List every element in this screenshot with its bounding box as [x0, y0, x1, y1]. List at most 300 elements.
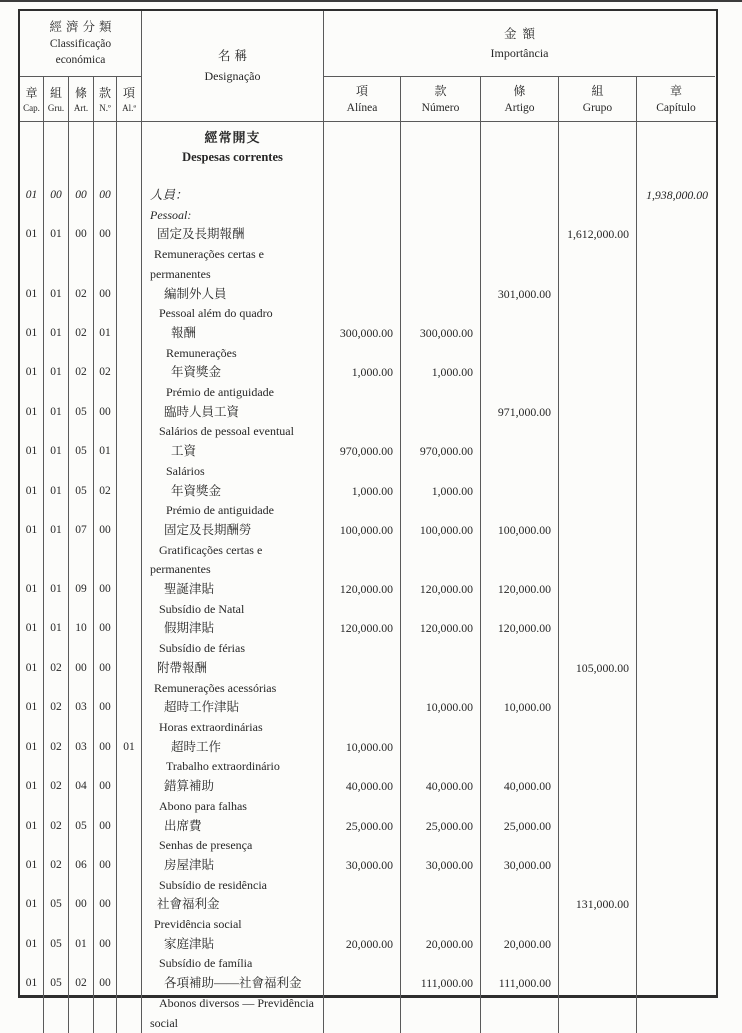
- designation-zh: 年資獎金: [171, 483, 222, 498]
- table-row: [20, 974, 716, 1033]
- code-art-cell: 04: [69, 777, 94, 816]
- code-cap-cell: 01: [20, 895, 44, 934]
- table-row: [20, 324, 716, 363]
- amount-capitulo-cell: [637, 659, 715, 698]
- column-header-art-pt: Art.: [73, 102, 89, 113]
- designation-pt: Salários de pessoal eventual: [159, 424, 294, 439]
- amount-grupo-cell: [559, 403, 637, 442]
- amount-capitulo-cell: [637, 324, 715, 363]
- code-n-cell: 00: [94, 895, 117, 934]
- code-art-cell: 05: [69, 482, 94, 521]
- amount-alinea-cell: 10,000.00: [324, 738, 401, 777]
- column-header-capitulo-pt: Capítulo: [656, 101, 696, 114]
- code-n-cell: [94, 122, 117, 186]
- designation-title-zh: 名稱: [217, 49, 251, 63]
- amount-alinea-cell: 970,000.00: [324, 442, 401, 481]
- code-cap-cell: 01: [20, 482, 44, 521]
- code-cap-cell: [20, 122, 44, 186]
- code-al-cell: [117, 225, 142, 284]
- designation-pt: Pessoal além do quadro: [159, 306, 273, 321]
- code-art-cell: 10: [69, 619, 94, 658]
- amount-artigo-cell: [481, 225, 559, 284]
- table-row: [20, 442, 716, 481]
- code-n-cell: 00: [94, 817, 117, 856]
- designation-pt: Senhas de presença: [159, 838, 253, 853]
- designation-zh: 家庭津貼: [164, 936, 215, 951]
- amount-artigo-cell: 120,000.00: [481, 580, 559, 619]
- amount-capitulo-cell: [637, 817, 715, 856]
- designation-zh: 年資獎金: [171, 365, 222, 380]
- code-al-cell: [117, 122, 142, 186]
- amount-numero-cell: 100,000.00: [401, 521, 481, 580]
- column-header-grupo-pt: Grupo: [582, 101, 613, 114]
- designation-pt: Remunerações acessórias: [154, 680, 277, 695]
- designation-cell: [142, 403, 324, 442]
- table-row: [20, 225, 716, 284]
- section-title-zh: 經常開支: [204, 130, 261, 145]
- amount-grupo-cell: [559, 935, 637, 974]
- code-gru-cell: 01: [44, 482, 69, 521]
- amount-capitulo-cell: [637, 777, 715, 816]
- column-header-artigo-pt: Artigo: [504, 101, 535, 114]
- column-header-gru-pt: Gru.: [47, 102, 65, 113]
- code-n-cell: 01: [94, 324, 117, 363]
- amount-grupo-cell: [559, 324, 637, 363]
- amount-grupo-cell: [559, 363, 637, 402]
- amount-capitulo-cell: [637, 122, 715, 186]
- code-al-cell: [117, 363, 142, 402]
- amount-alinea-cell: 120,000.00: [324, 619, 401, 658]
- code-n-cell: 00: [94, 521, 117, 580]
- code-al-cell: [117, 580, 142, 619]
- amount-artigo-cell: [481, 363, 559, 402]
- amount-alinea-cell: [324, 285, 401, 324]
- code-art-cell: 03: [69, 698, 94, 737]
- code-n-cell: 00: [94, 698, 117, 737]
- table-row: [20, 856, 716, 895]
- code-cap-cell: 01: [20, 324, 44, 363]
- designation-cell: [142, 619, 324, 658]
- amount-numero-cell: 10,000.00: [401, 698, 481, 737]
- code-al-cell: [117, 935, 142, 974]
- code-n-cell: 02: [94, 482, 117, 521]
- designation-zh: 社會福利金: [157, 897, 220, 912]
- code-gru-cell: 01: [44, 442, 69, 481]
- amount-capitulo-cell: [637, 619, 715, 658]
- code-cap-cell: 01: [20, 974, 44, 1033]
- amount-numero-cell: 1,000.00: [401, 363, 481, 402]
- column-header-grupo: [559, 77, 637, 121]
- designation-zh: 房屋津貼: [164, 857, 215, 872]
- designation-cell: [142, 659, 324, 698]
- code-n-cell: 00: [94, 285, 117, 324]
- designation-pt: Remunerações certas e permanentes: [150, 247, 264, 281]
- code-gru-cell: 00: [44, 186, 69, 225]
- section-title-row: [20, 122, 716, 186]
- designation-zh: 固定及長期酬勞: [164, 522, 252, 537]
- amount-numero-cell: 300,000.00: [401, 324, 481, 363]
- code-cap-cell: 01: [20, 580, 44, 619]
- column-header-cap-zh: 章: [25, 85, 38, 100]
- code-cap-cell: 01: [20, 521, 44, 580]
- amount-artigo-cell: 20,000.00: [481, 935, 559, 974]
- amount-grupo-cell: [559, 442, 637, 481]
- code-art-cell: [69, 122, 94, 186]
- amount-artigo-cell: [481, 186, 559, 225]
- amount-numero-cell: 111,000.00: [401, 974, 481, 1033]
- amount-capitulo-cell: [637, 895, 715, 934]
- amount-grupo-cell: 1,612,000.00: [559, 225, 637, 284]
- amount-numero-cell: 30,000.00: [401, 856, 481, 895]
- amount-alinea-cell: 20,000.00: [324, 935, 401, 974]
- code-n-cell: 00: [94, 935, 117, 974]
- designation-title-pt: Designação: [204, 69, 261, 83]
- amount-capitulo-cell: [637, 482, 715, 521]
- code-gru-cell: 05: [44, 935, 69, 974]
- table-row: [20, 777, 716, 816]
- code-n-cell: 00: [94, 738, 117, 777]
- amount-artigo-cell: [481, 659, 559, 698]
- designation-zh: 工資: [171, 444, 197, 459]
- designation-cell: [142, 580, 324, 619]
- amount-artigo-cell: [481, 122, 559, 186]
- code-cap-cell: 01: [20, 442, 44, 481]
- amount-alinea-cell: [324, 895, 401, 934]
- amount-alinea-cell: 1,000.00: [324, 482, 401, 521]
- table-row: [20, 521, 716, 580]
- code-gru-cell: 01: [44, 363, 69, 402]
- code-n-cell: 00: [94, 403, 117, 442]
- code-al-cell: [117, 521, 142, 580]
- code-art-cell: 02: [69, 974, 94, 1033]
- column-header-gru: [44, 77, 69, 121]
- table-row: [20, 738, 716, 777]
- designation-pt: Subsídio de Natal: [159, 601, 245, 616]
- amount-capitulo-cell: [637, 442, 715, 481]
- designation-cell: [142, 225, 324, 284]
- code-gru-cell: 01: [44, 225, 69, 284]
- classification-header: [20, 11, 142, 77]
- code-n-cell: 00: [94, 974, 117, 1033]
- designation-cell: [142, 363, 324, 402]
- table-row: [20, 186, 716, 225]
- code-art-cell: 02: [69, 324, 94, 363]
- amount-grupo-cell: [559, 521, 637, 580]
- code-cap-cell: 01: [20, 777, 44, 816]
- code-art-cell: 01: [69, 935, 94, 974]
- amount-grupo-cell: [559, 285, 637, 324]
- amount-title-zh: 金額: [503, 27, 541, 41]
- amount-grupo-cell: [559, 698, 637, 737]
- section-title-pt: Despesas correntes: [182, 149, 283, 164]
- designation-zh: 超時工作: [171, 739, 222, 754]
- amount-numero-cell: [401, 738, 481, 777]
- amount-numero-cell: 1,000.00: [401, 482, 481, 521]
- amount-capitulo-cell: [637, 403, 715, 442]
- column-header-numero-pt: Número: [421, 101, 460, 114]
- amount-capitulo-cell: [637, 935, 715, 974]
- designation-cell: [142, 856, 324, 895]
- amount-alinea-cell: 300,000.00: [324, 324, 401, 363]
- amount-alinea-cell: 25,000.00: [324, 817, 401, 856]
- code-cap-cell: 01: [20, 698, 44, 737]
- column-header-alinea: [324, 77, 401, 121]
- code-al-cell: [117, 698, 142, 737]
- code-al-cell: [117, 895, 142, 934]
- designation-cell: [142, 698, 324, 737]
- designation-zh: 錯算補助: [164, 779, 215, 794]
- amount-artigo-cell: 111,000.00: [481, 974, 559, 1033]
- designation-cell: [142, 521, 324, 580]
- code-al-cell: [117, 974, 142, 1033]
- table-row: [20, 619, 716, 658]
- code-n-cell: 00: [94, 856, 117, 895]
- column-header-numero: [401, 77, 481, 121]
- designation-zh: 編制外人員: [164, 286, 227, 301]
- designation-pt: Prémio de antiguidade: [166, 503, 274, 518]
- designation-cell: [142, 324, 324, 363]
- column-header-alinea-pt: Alínea: [346, 101, 378, 114]
- code-gru-cell: 01: [44, 619, 69, 658]
- amount-capitulo-cell: [637, 225, 715, 284]
- amount-numero-cell: 25,000.00: [401, 817, 481, 856]
- amount-grupo-cell: [559, 580, 637, 619]
- amount-numero-cell: [401, 186, 481, 225]
- column-header-al: [117, 77, 142, 121]
- designation-pt: Pessoal:: [150, 207, 192, 222]
- code-art-cell: 03: [69, 738, 94, 777]
- amount-capitulo-cell: [637, 698, 715, 737]
- table-row: [20, 482, 716, 521]
- amount-grupo-cell: [559, 482, 637, 521]
- designation-cell: [142, 738, 324, 777]
- table-row: [20, 659, 716, 698]
- code-cap-cell: 01: [20, 186, 44, 225]
- code-al-cell: [117, 659, 142, 698]
- amount-header: [324, 11, 715, 77]
- amount-grupo-cell: [559, 856, 637, 895]
- designation-zh: 超時工作津貼: [164, 700, 240, 715]
- amount-alinea-cell: 100,000.00: [324, 521, 401, 580]
- column-header-alinea-zh: 項: [355, 83, 368, 98]
- code-gru-cell: 02: [44, 777, 69, 816]
- code-gru-cell: 02: [44, 856, 69, 895]
- column-header-art: [69, 77, 94, 121]
- designation-cell: [142, 817, 324, 856]
- amount-numero-cell: 40,000.00: [401, 777, 481, 816]
- amount-alinea-cell: 1,000.00: [324, 363, 401, 402]
- designation-pt: Subsídio de família: [159, 956, 253, 971]
- classification-title-pt1: Classificação: [49, 38, 112, 50]
- code-al-cell: 01: [117, 738, 142, 777]
- designation-cell: [142, 285, 324, 324]
- amount-capitulo-cell: [637, 521, 715, 580]
- column-header-al-pt: Al.ª: [122, 102, 136, 113]
- amount-artigo-cell: [481, 738, 559, 777]
- amount-artigo-cell: 40,000.00: [481, 777, 559, 816]
- code-gru-cell: 01: [44, 403, 69, 442]
- column-header-cap: [20, 77, 44, 121]
- code-cap-cell: 01: [20, 285, 44, 324]
- designation-pt: Subsídio de residência: [159, 877, 267, 892]
- designation-cell: [142, 974, 324, 1033]
- table-row: [20, 698, 716, 737]
- code-art-cell: 00: [69, 659, 94, 698]
- code-n-cell: 00: [94, 186, 117, 225]
- amount-capitulo-cell: [637, 974, 715, 1033]
- column-header-cap-pt: Cap.: [23, 102, 40, 113]
- amount-capitulo-cell: [637, 580, 715, 619]
- amount-alinea-cell: [324, 122, 401, 186]
- code-gru-cell: [44, 122, 69, 186]
- amount-numero-cell: 120,000.00: [401, 580, 481, 619]
- amount-capitulo-cell: [637, 856, 715, 895]
- code-cap-cell: 01: [20, 856, 44, 895]
- column-header-artigo-zh: 條: [513, 83, 526, 98]
- column-header-capitulo-zh: 章: [669, 83, 682, 98]
- amount-grupo-cell: [559, 122, 637, 186]
- code-cap-cell: 01: [20, 659, 44, 698]
- code-gru-cell: 02: [44, 698, 69, 737]
- column-header-artigo: [481, 77, 559, 121]
- scan-edge-line: [0, 0, 742, 2]
- classification-title-pt2: económica: [55, 54, 106, 66]
- amount-alinea-cell: [324, 659, 401, 698]
- code-al-cell: [117, 403, 142, 442]
- classification-title-zh: 經濟分類: [49, 20, 116, 34]
- designation-zh: 固定及長期報酬: [157, 227, 245, 242]
- designation-cell: [142, 442, 324, 481]
- code-n-cell: 00: [94, 659, 117, 698]
- designation-zh: 報酬: [171, 325, 197, 340]
- designation-pt: Salários: [166, 463, 205, 478]
- code-gru-cell: 01: [44, 285, 69, 324]
- code-cap-cell: 01: [20, 738, 44, 777]
- code-al-cell: [117, 482, 142, 521]
- amount-grupo-cell: [559, 777, 637, 816]
- code-al-cell: [117, 324, 142, 363]
- code-al-cell: [117, 442, 142, 481]
- designation-zh: 臨時人員工資: [164, 404, 240, 419]
- designation-cell: [142, 482, 324, 521]
- amount-grupo-cell: [559, 738, 637, 777]
- code-n-cell: 00: [94, 225, 117, 284]
- amount-grupo-cell: [559, 817, 637, 856]
- column-header-gru-zh: 組: [49, 85, 62, 100]
- amount-numero-cell: [401, 122, 481, 186]
- amount-numero-cell: 20,000.00: [401, 935, 481, 974]
- amount-alinea-cell: [324, 225, 401, 284]
- amount-artigo-cell: [481, 895, 559, 934]
- amount-numero-cell: [401, 659, 481, 698]
- amount-alinea-cell: [324, 698, 401, 737]
- code-art-cell: 09: [69, 580, 94, 619]
- code-gru-cell: 02: [44, 738, 69, 777]
- code-art-cell: 00: [69, 225, 94, 284]
- designation-zh: 附帶報酬: [157, 660, 208, 675]
- designation-zh: 假期津貼: [164, 621, 215, 636]
- code-cap-cell: 01: [20, 935, 44, 974]
- designation-pt: Trabalho extraordinário: [166, 759, 280, 774]
- code-art-cell: 02: [69, 285, 94, 324]
- amount-alinea-cell: [324, 186, 401, 225]
- amount-artigo-cell: [481, 442, 559, 481]
- designation-pt: Previdência social: [154, 917, 242, 932]
- column-header-capitulo: [637, 77, 715, 121]
- code-n-cell: 00: [94, 777, 117, 816]
- designation-cell: [142, 935, 324, 974]
- code-al-cell: [117, 186, 142, 225]
- code-al-cell: [117, 619, 142, 658]
- amount-artigo-cell: [481, 324, 559, 363]
- amount-grupo-cell: [559, 619, 637, 658]
- amount-numero-cell: [401, 285, 481, 324]
- code-gru-cell: 05: [44, 895, 69, 934]
- amount-alinea-cell: 40,000.00: [324, 777, 401, 816]
- table-row: [20, 580, 716, 619]
- amount-grupo-cell: [559, 186, 637, 225]
- code-art-cell: 05: [69, 442, 94, 481]
- column-header-al-zh: 項: [122, 85, 135, 100]
- column-header-art-zh: 條: [74, 85, 87, 100]
- code-cap-cell: 01: [20, 817, 44, 856]
- designation-zh: 出席費: [164, 818, 202, 833]
- budget-table: [18, 9, 718, 1030]
- amount-artigo-cell: 30,000.00: [481, 856, 559, 895]
- table-row: [20, 895, 716, 934]
- code-art-cell: 02: [69, 363, 94, 402]
- table-row: [20, 285, 716, 324]
- amount-grupo-cell: 105,000.00: [559, 659, 637, 698]
- code-cap-cell: 01: [20, 363, 44, 402]
- code-cap-cell: 01: [20, 403, 44, 442]
- code-gru-cell: 02: [44, 817, 69, 856]
- amount-artigo-cell: 120,000.00: [481, 619, 559, 658]
- designation-pt: Abonos diversos — Previdência social: [150, 995, 314, 1030]
- designation-pt: Prémio de antiguidade: [166, 385, 274, 400]
- amount-capitulo-cell: 1,938,000.00: [646, 188, 708, 202]
- column-header-n: [94, 77, 117, 121]
- designation-pt: Subsídio de férias: [159, 641, 245, 656]
- designation-zh: 聖誕津貼: [164, 582, 215, 597]
- amount-artigo-cell: 25,000.00: [481, 817, 559, 856]
- code-art-cell: 05: [69, 403, 94, 442]
- table-body: [20, 122, 716, 1030]
- amount-capitulo-cell: [637, 738, 715, 777]
- amount-capitulo-cell: [637, 363, 715, 402]
- code-al-cell: [117, 285, 142, 324]
- amount-numero-cell: 120,000.00: [401, 619, 481, 658]
- code-cap-cell: 01: [20, 225, 44, 284]
- code-art-cell: 00: [69, 186, 94, 225]
- code-gru-cell: 01: [44, 580, 69, 619]
- amount-alinea-cell: [324, 974, 401, 1033]
- amount-artigo-cell: 971,000.00: [481, 403, 559, 442]
- amount-alinea-cell: [324, 403, 401, 442]
- designation-header: [142, 11, 324, 121]
- code-al-cell: [117, 856, 142, 895]
- designation-cell: [142, 895, 324, 934]
- designation-zh: 各項補助——社會福利金: [164, 976, 302, 991]
- code-art-cell: 06: [69, 856, 94, 895]
- code-n-cell: 00: [94, 580, 117, 619]
- column-header-n-zh: 款: [98, 85, 111, 100]
- section-title-cell: [142, 122, 324, 186]
- amount-numero-cell: [401, 895, 481, 934]
- table-row: [20, 935, 716, 974]
- column-header-grupo-zh: 組: [591, 83, 604, 98]
- code-cap-cell: 01: [20, 619, 44, 658]
